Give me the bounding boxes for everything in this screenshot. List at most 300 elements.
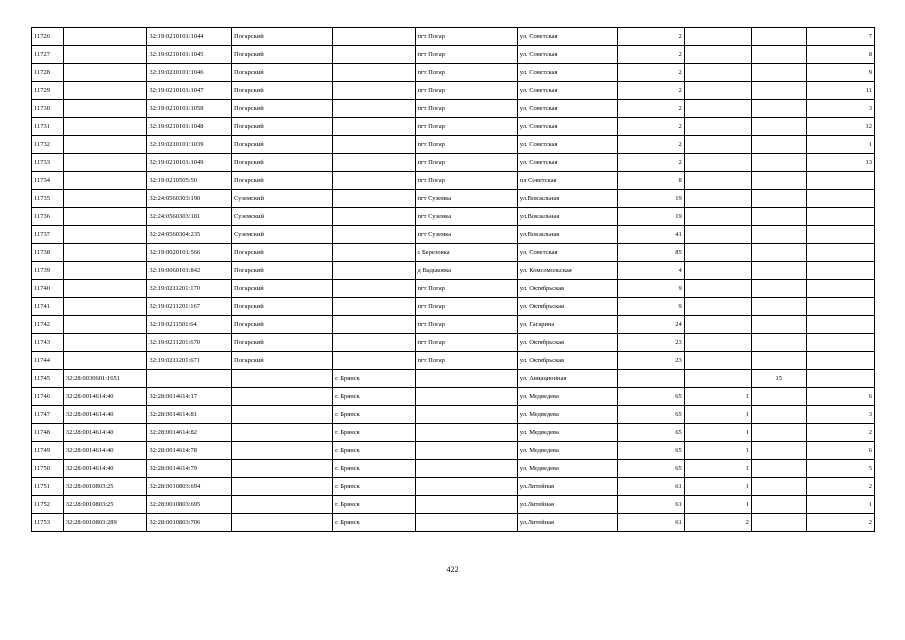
cell-apartment-range: [751, 316, 806, 334]
cell-row-number: 11733: [32, 154, 64, 172]
cell-building: [684, 280, 751, 298]
cell-cadastral-number-parcel: [63, 46, 147, 64]
cell-house-number: 2: [617, 136, 684, 154]
cell-street: ул. Медведева: [517, 442, 617, 460]
table-row: [32, 478, 875, 496]
cell-cadastral-number-object: [147, 370, 232, 388]
table-row: [32, 460, 875, 478]
cell-cadastral-number-object: 32:19:0020101:566: [147, 244, 232, 262]
cell-building: [684, 298, 751, 316]
cell-house-number: 2: [617, 64, 684, 82]
cell-house-number: 61: [617, 496, 684, 514]
cell-street: ул. Советская: [517, 136, 617, 154]
cell-apartment-range: [751, 388, 806, 406]
cell-district: [232, 514, 333, 532]
cell-house-number: 9: [617, 298, 684, 316]
cell-settlement: [415, 370, 517, 388]
cell-city: [333, 190, 415, 208]
cell-building: [684, 136, 751, 154]
cell-settlement: [415, 514, 517, 532]
cell-apartment: [806, 316, 874, 334]
cell-apartment: 5: [806, 460, 874, 478]
cell-row-number: 11742: [32, 316, 64, 334]
cell-apartment-range: 15: [751, 370, 806, 388]
cell-settlement: [415, 442, 517, 460]
cell-cadastral-number-parcel: [63, 172, 147, 190]
cell-cadastral-number-parcel: [63, 280, 147, 298]
cell-house-number: 2: [617, 28, 684, 46]
cell-settlement: пгт Суземка: [415, 208, 517, 226]
cell-cadastral-number-object: 32:28:0010803:695: [147, 496, 232, 514]
cell-district: Погарский: [232, 28, 333, 46]
cell-cadastral-number-parcel: [63, 352, 147, 370]
cell-building: 1: [684, 496, 751, 514]
cell-street: ул. Советская: [517, 46, 617, 64]
cell-apartment: 6: [806, 442, 874, 460]
cell-house-number: 65: [617, 442, 684, 460]
cell-street: ул.Литейная: [517, 496, 617, 514]
table-row: [32, 154, 875, 172]
cell-street: ул. Медведева: [517, 424, 617, 442]
cell-building: [684, 208, 751, 226]
cell-city: [333, 352, 415, 370]
cell-house-number: 24: [617, 316, 684, 334]
table-row: [32, 370, 875, 388]
table-row: [32, 388, 875, 406]
table-row: [32, 352, 875, 370]
cell-district: Погарский: [232, 64, 333, 82]
cell-cadastral-number-parcel: [63, 100, 147, 118]
cell-house-number: 2: [617, 118, 684, 136]
cell-apartment: 1: [806, 496, 874, 514]
cell-city: [333, 82, 415, 100]
cell-house-number: 23: [617, 352, 684, 370]
cell-district: Погарский: [232, 100, 333, 118]
cell-settlement: пгт Погар: [415, 280, 517, 298]
cell-apartment-range: [751, 118, 806, 136]
cell-district: [232, 370, 333, 388]
cell-row-number: 11739: [32, 262, 64, 280]
cell-street: ул.Литейная: [517, 478, 617, 496]
cell-cadastral-number-object: 32:19:0211201:167: [147, 298, 232, 316]
cell-city: [333, 244, 415, 262]
table-row: [32, 172, 875, 190]
cell-apartment-range: [751, 226, 806, 244]
cell-cadastral-number-object: 32:24:0560303:190: [147, 190, 232, 208]
cell-cadastral-number-parcel: 32:28:0010803:25: [63, 496, 147, 514]
cell-district: Суземский: [232, 226, 333, 244]
cell-settlement: пгт Погар: [415, 154, 517, 172]
cell-city: [333, 118, 415, 136]
cell-district: Погарский: [232, 334, 333, 352]
table-row: [32, 100, 875, 118]
cell-cadastral-number-parcel: [63, 262, 147, 280]
cell-cadastral-number-parcel: 32:28:0014614:40: [63, 406, 147, 424]
cell-building: [684, 46, 751, 64]
cell-building: [684, 352, 751, 370]
cell-settlement: [415, 460, 517, 478]
cell-house-number: 85: [617, 244, 684, 262]
cell-settlement: пгт Погар: [415, 64, 517, 82]
cell-street: ул. Гагарина: [517, 316, 617, 334]
table-row: [32, 496, 875, 514]
cell-settlement: пгт Суземка: [415, 226, 517, 244]
registry-table: [31, 27, 875, 532]
cell-apartment: 6: [806, 388, 874, 406]
cell-apartment: [806, 280, 874, 298]
cell-cadastral-number-parcel: [63, 208, 147, 226]
cell-apartment-range: [751, 172, 806, 190]
table-row: [32, 118, 875, 136]
cell-street: пл Советская: [517, 172, 617, 190]
cell-house-number: 9: [617, 280, 684, 298]
cell-building: [684, 28, 751, 46]
cell-district: Погарский: [232, 280, 333, 298]
cell-district: [232, 478, 333, 496]
cell-house-number: 4: [617, 262, 684, 280]
cell-cadastral-number-parcel: [63, 298, 147, 316]
cell-apartment-range: [751, 154, 806, 172]
cell-settlement: [415, 388, 517, 406]
cell-apartment: [806, 352, 874, 370]
cell-building: [684, 262, 751, 280]
cell-row-number: 11728: [32, 64, 64, 82]
cell-apartment: 1: [806, 136, 874, 154]
table-row: [32, 316, 875, 334]
cell-cadastral-number-object: 32:19:0210101:1048: [147, 118, 232, 136]
cell-street: ул. Октябрьская: [517, 352, 617, 370]
cell-cadastral-number-parcel: [63, 28, 147, 46]
cell-house-number: 61: [617, 514, 684, 532]
cell-apartment: [806, 262, 874, 280]
cell-cadastral-number-object: 32:19:0210101:1039: [147, 136, 232, 154]
cell-settlement: пгт Погар: [415, 100, 517, 118]
cell-building: 2: [684, 514, 751, 532]
cell-cadastral-number-parcel: [63, 190, 147, 208]
table-row: [32, 334, 875, 352]
cell-house-number: 19: [617, 208, 684, 226]
cell-building: [684, 244, 751, 262]
cell-district: Погарский: [232, 82, 333, 100]
cell-district: Погарский: [232, 154, 333, 172]
cell-settlement: пгт Погар: [415, 334, 517, 352]
cell-apartment: [806, 244, 874, 262]
cell-apartment: 2: [806, 514, 874, 532]
cell-row-number: 11753: [32, 514, 64, 532]
cell-apartment-range: [751, 442, 806, 460]
cell-row-number: 11740: [32, 280, 64, 298]
cell-city: г. Брянск: [333, 514, 415, 532]
cell-row-number: 11738: [32, 244, 64, 262]
cell-apartment-range: [751, 190, 806, 208]
cell-house-number: 65: [617, 424, 684, 442]
cell-row-number: 11732: [32, 136, 64, 154]
cell-apartment-range: [751, 514, 806, 532]
cell-cadastral-number-parcel: [63, 226, 147, 244]
cell-cadastral-number-parcel: 32:28:0014614:40: [63, 388, 147, 406]
cell-house-number: 65: [617, 460, 684, 478]
cell-cadastral-number-object: 32:19:0211201:670: [147, 334, 232, 352]
cell-cadastral-number-object: 32:19:0211501:64: [147, 316, 232, 334]
cell-cadastral-number-parcel: 32:28:0010803:289: [63, 514, 147, 532]
cell-city: г. Брянск: [333, 424, 415, 442]
cell-apartment: 12: [806, 118, 874, 136]
cell-settlement: [415, 424, 517, 442]
cell-building: [684, 316, 751, 334]
cell-row-number: 11727: [32, 46, 64, 64]
table-row: [32, 442, 875, 460]
cell-row-number: 11749: [32, 442, 64, 460]
cell-street: ул. Авиационная: [517, 370, 617, 388]
cell-cadastral-number-parcel: 32:28:0014614:40: [63, 460, 147, 478]
cell-cadastral-number-object: 32:28:0014614:81: [147, 406, 232, 424]
cell-house-number: 65: [617, 388, 684, 406]
cell-cadastral-number-object: 32:19:0210101:1046: [147, 64, 232, 82]
cell-city: [333, 226, 415, 244]
cell-settlement: пгт Погар: [415, 28, 517, 46]
cell-building: [684, 118, 751, 136]
cell-cadastral-number-object: 32:24:0560304:235: [147, 226, 232, 244]
cell-district: [232, 424, 333, 442]
cell-building: [684, 64, 751, 82]
cell-building: 1: [684, 424, 751, 442]
cell-district: [232, 496, 333, 514]
cell-row-number: 11737: [32, 226, 64, 244]
cell-row-number: 11747: [32, 406, 64, 424]
cell-city: [333, 334, 415, 352]
cell-building: [684, 172, 751, 190]
cell-district: [232, 442, 333, 460]
cell-settlement: пгт Погар: [415, 46, 517, 64]
cell-cadastral-number-object: 32:28:0014614:79: [147, 460, 232, 478]
page-number: 422: [446, 565, 459, 574]
table-row: [32, 262, 875, 280]
cell-row-number: 11745: [32, 370, 64, 388]
cell-district: Погарский: [232, 172, 333, 190]
table-row: [32, 298, 875, 316]
cell-house-number: 2: [617, 154, 684, 172]
cell-cadastral-number-object: 32:19:0210101:1058: [147, 100, 232, 118]
cell-apartment-range: [751, 334, 806, 352]
cell-apartment-range: [751, 82, 806, 100]
cell-district: Погарский: [232, 316, 333, 334]
cell-cadastral-number-parcel: [63, 244, 147, 262]
cell-cadastral-number-object: 32:28:0010803:694: [147, 478, 232, 496]
cell-street: ул. Медведева: [517, 406, 617, 424]
table-row: [32, 82, 875, 100]
cell-apartment-range: [751, 244, 806, 262]
cell-row-number: 11735: [32, 190, 64, 208]
cell-apartment-range: [751, 64, 806, 82]
cell-settlement: [415, 496, 517, 514]
cell-district: Погарский: [232, 352, 333, 370]
cell-cadastral-number-object: 32:19:0210101:1044: [147, 28, 232, 46]
cell-street: ул. Советская: [517, 154, 617, 172]
cell-building: [684, 226, 751, 244]
cell-street: ул. Комсомольская: [517, 262, 617, 280]
cell-city: г. Брянск: [333, 406, 415, 424]
cell-row-number: 11744: [32, 352, 64, 370]
cell-building: [684, 334, 751, 352]
cell-settlement: пгт Погар: [415, 136, 517, 154]
cell-row-number: 11734: [32, 172, 64, 190]
cell-cadastral-number-object: 32:19:0210101:1049: [147, 154, 232, 172]
cell-city: г. Брянск: [333, 478, 415, 496]
cell-apartment: [806, 334, 874, 352]
cell-city: [333, 100, 415, 118]
cell-cadastral-number-object: 32:19:0211201:170: [147, 280, 232, 298]
cell-street: ул. Советская: [517, 64, 617, 82]
cell-settlement: д Вадьковка: [415, 262, 517, 280]
cell-street: ул. Советская: [517, 244, 617, 262]
cell-building: [684, 190, 751, 208]
cell-cadastral-number-object: 32:19:0210101:1045: [147, 46, 232, 64]
cell-city: [333, 154, 415, 172]
table-row: [32, 226, 875, 244]
cell-cadastral-number-parcel: [63, 82, 147, 100]
cell-row-number: 11751: [32, 478, 64, 496]
cell-apartment: 8: [806, 46, 874, 64]
table-row: [32, 64, 875, 82]
cell-apartment-range: [751, 100, 806, 118]
cell-settlement: пгт Погар: [415, 298, 517, 316]
cell-house-number: [617, 370, 684, 388]
cell-city: г. Брянск: [333, 388, 415, 406]
cell-building: [684, 370, 751, 388]
cell-cadastral-number-object: 32:28:0014614:17: [147, 388, 232, 406]
cell-row-number: 11748: [32, 424, 64, 442]
cell-house-number: 2: [617, 82, 684, 100]
cell-apartment: [806, 190, 874, 208]
cell-cadastral-number-parcel: 32:28:0030601:1651: [63, 370, 147, 388]
cell-street: ул.Литейная: [517, 514, 617, 532]
cell-district: [232, 460, 333, 478]
cell-row-number: 11729: [32, 82, 64, 100]
cell-cadastral-number-object: 32:28:0014614:78: [147, 442, 232, 460]
cell-apartment-range: [751, 262, 806, 280]
cell-apartment-range: [751, 28, 806, 46]
cell-house-number: 2: [617, 100, 684, 118]
cell-apartment-range: [751, 298, 806, 316]
cell-building: [684, 100, 751, 118]
cell-row-number: 11743: [32, 334, 64, 352]
cell-cadastral-number-parcel: [63, 154, 147, 172]
cell-row-number: 11731: [32, 118, 64, 136]
cell-cadastral-number-object: 32:28:0014614:82: [147, 424, 232, 442]
cell-apartment: 7: [806, 28, 874, 46]
cell-apartment-range: [751, 352, 806, 370]
cell-street: ул. Октябрьская: [517, 298, 617, 316]
cell-city: [333, 280, 415, 298]
cell-street: ул. Октябрьская: [517, 334, 617, 352]
cell-district: Погарский: [232, 118, 333, 136]
cell-apartment-range: [751, 136, 806, 154]
cell-street: ул. Октябрьская: [517, 280, 617, 298]
cell-city: [333, 64, 415, 82]
cell-apartment-range: [751, 424, 806, 442]
cell-cadastral-number-parcel: 32:28:0014614:40: [63, 442, 147, 460]
table-row: [32, 190, 875, 208]
cell-apartment-range: [751, 208, 806, 226]
cell-row-number: 11746: [32, 388, 64, 406]
cell-city: г. Брянск: [333, 496, 415, 514]
cell-street: ул.Вокзальная: [517, 208, 617, 226]
cell-city: [333, 28, 415, 46]
cell-district: Погарский: [232, 136, 333, 154]
cell-city: [333, 262, 415, 280]
cell-row-number: 11750: [32, 460, 64, 478]
cell-settlement: пгт Погар: [415, 352, 517, 370]
cell-settlement: пгт Погар: [415, 82, 517, 100]
cell-apartment-range: [751, 46, 806, 64]
cell-cadastral-number-object: 32:19:0060101:842: [147, 262, 232, 280]
cell-city: г. Брянск: [333, 370, 415, 388]
cell-cadastral-number-object: 32:19:0210101:1047: [147, 82, 232, 100]
table-row: [32, 28, 875, 46]
cell-cadastral-number-parcel: [63, 136, 147, 154]
table-row: [32, 424, 875, 442]
cell-apartment: 2: [806, 478, 874, 496]
table-row: [32, 406, 875, 424]
cell-street: ул. Советская: [517, 100, 617, 118]
cell-building: 1: [684, 388, 751, 406]
cell-street: ул.Вокзальная: [517, 190, 617, 208]
cell-row-number: 11752: [32, 496, 64, 514]
cell-apartment: [806, 298, 874, 316]
cell-cadastral-number-object: 32:19:0211201:671: [147, 352, 232, 370]
cell-row-number: 11730: [32, 100, 64, 118]
cell-building: 1: [684, 460, 751, 478]
cell-apartment-range: [751, 460, 806, 478]
cell-city: [333, 172, 415, 190]
table-row: [32, 244, 875, 262]
cell-apartment: 13: [806, 154, 874, 172]
cell-cadastral-number-object: 32:19:0210505:50: [147, 172, 232, 190]
cell-cadastral-number-parcel: 32:28:0010803:25: [63, 478, 147, 496]
cell-cadastral-number-parcel: 32:28:0014614:40: [63, 424, 147, 442]
cell-apartment-range: [751, 478, 806, 496]
cell-street: ул. Советская: [517, 82, 617, 100]
cell-row-number: 11736: [32, 208, 64, 226]
cell-row-number: 11741: [32, 298, 64, 316]
cell-building: 1: [684, 406, 751, 424]
cell-building: 1: [684, 478, 751, 496]
cell-apartment-range: [751, 406, 806, 424]
cell-house-number: 61: [617, 478, 684, 496]
cell-apartment: 3: [806, 406, 874, 424]
cell-settlement: пгт Погар: [415, 316, 517, 334]
cell-house-number: 41: [617, 226, 684, 244]
cell-street: ул. Медведева: [517, 388, 617, 406]
table-row: [32, 280, 875, 298]
cell-city: [333, 208, 415, 226]
cell-district: [232, 388, 333, 406]
cell-cadastral-number-parcel: [63, 334, 147, 352]
cell-settlement: [415, 406, 517, 424]
table-body: [32, 28, 875, 532]
cell-district: Суземский: [232, 190, 333, 208]
cell-city: [333, 136, 415, 154]
cell-settlement: пгт Суземка: [415, 190, 517, 208]
cell-city: г. Брянск: [333, 460, 415, 478]
cell-street: ул. Советская: [517, 28, 617, 46]
cell-house-number: 2: [617, 46, 684, 64]
cell-apartment: 3: [806, 100, 874, 118]
cell-apartment-range: [751, 496, 806, 514]
cell-street: ул.Вокзальная: [517, 226, 617, 244]
cell-building: [684, 82, 751, 100]
cell-row-number: 11726: [32, 28, 64, 46]
